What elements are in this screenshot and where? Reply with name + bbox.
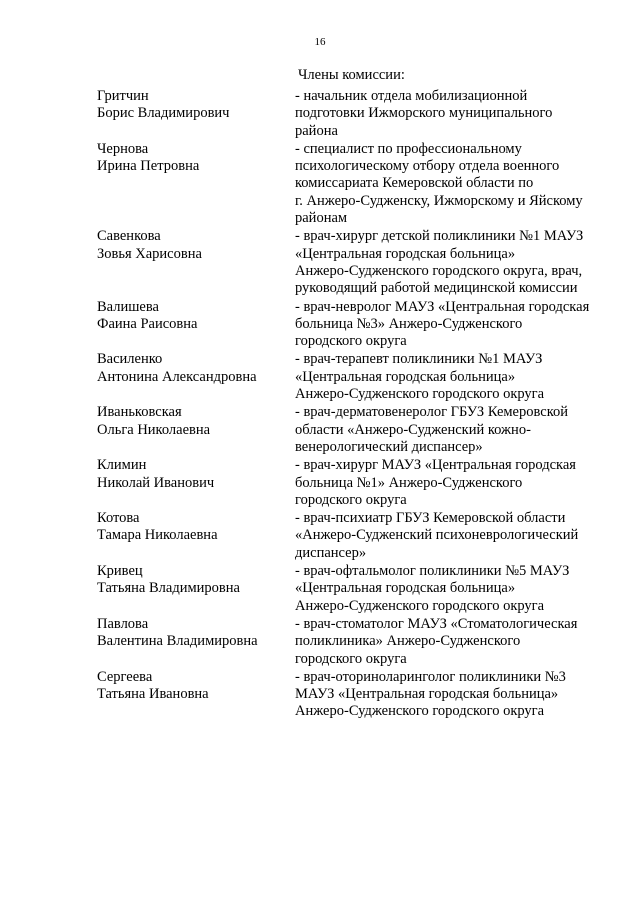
member-role-line: больница №1» Анжеро-Судженского [295, 474, 523, 491]
member-role [295, 299, 615, 351]
member-role-line: - врач-хирург МАУЗ «Центральная городская [295, 457, 576, 474]
member-entry [0, 404, 640, 456]
member-name [0, 510, 295, 562]
page-number: 16 [314, 36, 326, 48]
member-role-line: городского округа [295, 650, 407, 667]
member-role [295, 351, 615, 403]
member-surname: Гритчин [97, 88, 149, 104]
member-given-names: Валентина Владимировна [97, 633, 258, 650]
member-name [0, 88, 295, 140]
member-role-line: комиссариата Кемеровской области по [295, 175, 534, 192]
member-given-names: Фаина Раисовна [97, 315, 198, 332]
member-name [0, 563, 295, 615]
member-role-line: подготовки Ижморского муниципального [295, 105, 553, 122]
member-role-line: больница №3» Анжеро-Судженского [295, 315, 523, 332]
member-entry [0, 228, 640, 297]
member-role [295, 88, 615, 140]
member-entry [0, 563, 640, 615]
member-role [295, 457, 615, 509]
member-role-line: - врач-оториноларинголог поликлиники №3 [295, 668, 566, 685]
member-surname: Иваньковская [97, 404, 182, 421]
member-role [295, 669, 615, 721]
member-role-line: МАУЗ «Центральная городская больница» [295, 686, 559, 703]
member-entry [0, 457, 640, 509]
member-given-names: Борис Владимирович [97, 105, 230, 122]
member-role [295, 228, 615, 297]
member-role-line: поликлиника» Анжеро-Судженского [295, 633, 521, 650]
member-role [295, 510, 615, 562]
member-role [295, 563, 615, 615]
member-entry [0, 351, 640, 403]
commission-members-list [0, 88, 640, 722]
member-given-names: Татьяна Владимировна [97, 580, 240, 597]
member-given-names: Зовья Харисовна [97, 245, 202, 262]
member-role-line: районам [295, 210, 348, 227]
member-role-line: Анжеро-Судженского городского округа [295, 386, 545, 403]
member-entry [0, 141, 640, 227]
member-entry [0, 299, 640, 351]
member-role-line: Анжеро-Судженского городского округа, врач, [295, 262, 583, 279]
member-role-line: - врач-терапевт поликлиники №1 МАУЗ [295, 351, 543, 368]
member-surname: Котова [97, 510, 140, 527]
member-role-line: «Анжеро-Судженский психоневрологический [295, 527, 579, 544]
member-role-line: Анжеро-Судженского городского округа [295, 703, 545, 720]
member-given-names: Ольга Николаевна [97, 421, 211, 438]
member-role-line: «Центральная городская больница» [295, 368, 516, 385]
member-surname: Кривец [97, 563, 143, 580]
member-role [295, 404, 615, 456]
member-role-line: г. Анжеро-Судженску, Ижморскому и Яйскому [295, 192, 583, 209]
member-role-line: «Центральная городская больница» [295, 580, 516, 597]
member-role-line: городского округа [295, 333, 407, 350]
member-given-names: Николай Иванович [97, 474, 215, 491]
member-role-line: - врач-офтальмолог поликлиники №5 МАУЗ [295, 563, 570, 580]
member-name [0, 616, 295, 668]
member-role-line: «Центральная городская больница» [295, 245, 516, 262]
member-role-line: - начальник отдела мобилизационной [295, 88, 528, 104]
member-role-line: - врач-дерматовенеролог ГБУЗ Кемеровской [295, 404, 569, 421]
member-name [0, 141, 295, 227]
member-role-line: диспансер» [295, 544, 367, 561]
member-role-line: Анжеро-Судженского городского округа [295, 597, 545, 614]
member-surname: Чернова [97, 140, 149, 157]
section-heading: Члены комиссии: [298, 67, 405, 83]
member-role-line: области «Анжеро-Судженский кожно- [295, 421, 531, 438]
member-given-names: Татьяна Ивановна [97, 686, 209, 703]
member-surname: Климин [97, 457, 147, 474]
member-entry [0, 616, 640, 668]
member-role-line: - врач-хирург детской поликлиники №1 МАУЗ [295, 228, 584, 245]
member-name [0, 404, 295, 456]
member-surname: Павлова [97, 615, 149, 632]
member-name [0, 457, 295, 509]
member-name [0, 351, 295, 403]
member-entry [0, 669, 640, 721]
member-name [0, 299, 295, 351]
member-role-line: венерологический диспансер» [295, 438, 483, 455]
member-given-names: Тамара Николаевна [97, 527, 218, 544]
member-entry [0, 510, 640, 562]
member-role-line: - врач-стоматолог МАУЗ «Стоматологическая [295, 615, 578, 632]
member-role-line: - врач-невролог МАУЗ «Центральная городская [295, 298, 590, 315]
member-surname: Валишева [97, 298, 159, 315]
member-given-names: Антонина Александровна [97, 368, 257, 385]
member-name [0, 228, 295, 297]
member-surname: Савенкова [97, 228, 161, 245]
member-name [0, 669, 295, 721]
member-role-line: руководящий работой медицинской комиссии [295, 280, 578, 297]
member-role-line: психологическому отбору отдела военного [295, 158, 560, 175]
member-role [295, 616, 615, 668]
member-surname: Василенко [97, 351, 163, 368]
member-entry [0, 88, 640, 140]
member-role-line: района [295, 122, 338, 139]
member-given-names: Ирина Петровна [97, 158, 200, 175]
member-surname: Сергеева [97, 668, 153, 685]
member-role [295, 141, 615, 227]
member-role-line: - специалист по профессиональному [295, 140, 522, 157]
member-role-line: городского округа [295, 491, 407, 508]
member-role-line: - врач-психиатр ГБУЗ Кемеровской области [295, 510, 566, 527]
